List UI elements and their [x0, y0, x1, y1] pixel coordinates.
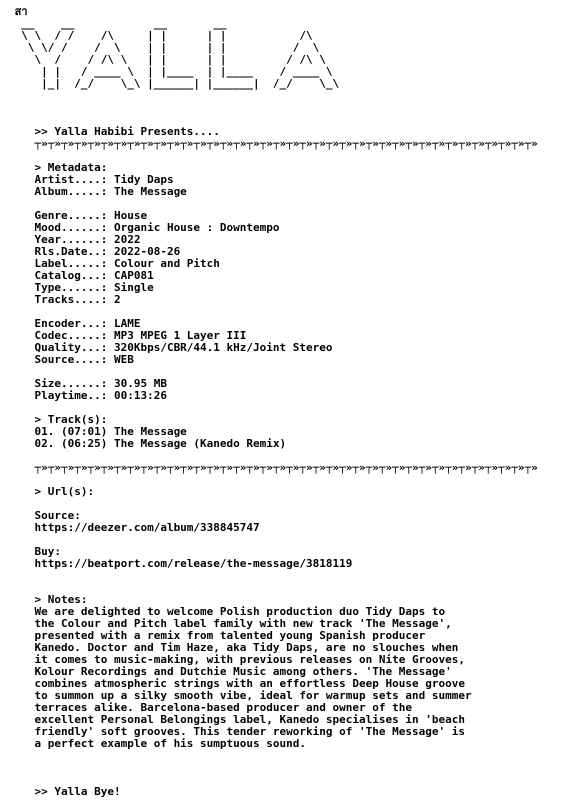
nfo-line: Codec.....: MP3 MPEG 1 Layer III	[8, 329, 247, 342]
nfo-line: |_| /_/ \_\ |______| |______| /_/ \_\	[8, 77, 340, 90]
nfo-line: Source:	[8, 509, 81, 522]
nfo-line: presented with a remix from talented young Spanish producer	[8, 629, 426, 642]
nfo-line: Playtime..: 00:13:26	[8, 389, 167, 402]
nfo-line	[8, 498, 538, 510]
nfo-line: combines atmospheric strings with an effortless Deep House groove	[8, 677, 465, 690]
nfo-line: Mood......: Organic House : Downtempo	[8, 221, 280, 234]
nfo-line: Artist....: Tidy Daps	[8, 173, 174, 186]
nfo-line: Year......: 2022	[8, 233, 141, 246]
nfo-line: Quality...: 320Kbps/CBR/44.1 kHz/Joint Stereo	[8, 341, 333, 354]
nfo-line: \ \/ / / \ | | | | / \	[8, 41, 320, 54]
nfo-line	[8, 582, 538, 594]
nfo-line: สา	[8, 5, 28, 18]
nfo-line: Label.....: Colour and Pitch	[8, 257, 220, 270]
nfo-line: a perfect example of his sumptuous sound.	[8, 737, 307, 750]
nfo-line: Buy:	[8, 545, 61, 558]
nfo-line: Album.....: The Message	[8, 185, 187, 198]
nfo-line: > Track(s):	[8, 413, 108, 426]
nfo-line: Catalog...: CAP081	[8, 269, 154, 282]
nfo-line	[8, 762, 538, 774]
nfo-line: Kanedo. Doctor and Tim Haze, aka Tidy Daps, are no slouches when	[8, 641, 459, 654]
nfo-line: Rls.Date..: 2022-08-26	[8, 245, 181, 258]
nfo-document	[8, 6, 538, 798]
nfo-line: \ \ / / /\ | | | | /\	[8, 29, 313, 42]
nfo-line: We are delighted to welcome Polish production duo Tidy Daps to	[8, 605, 446, 618]
nfo-line: excellent Personal Belongings label, Kanedo specialises in 'beach	[8, 713, 465, 726]
nfo-line: 01. (07:01) The Message	[8, 425, 187, 438]
nfo-line	[8, 90, 538, 102]
nfo-line: 02. (06:25) The Message (Kanedo Remix)	[8, 437, 287, 450]
nfo-line: Size......: 30.95 MB	[8, 377, 167, 390]
nfo-line: Source....: WEB	[8, 353, 134, 366]
nfo-line: to summon up a silky smooth vibe, ideal for warmup sets and summer	[8, 689, 472, 702]
nfo-line	[8, 534, 538, 546]
nfo-line: >> Yalla Bye!	[8, 785, 121, 798]
nfo-line: | | / ____ \ | |____ | |____ / ____ \	[8, 65, 333, 78]
nfo-line: it comes to music-making, with previous releases on Nite Grooves,	[8, 653, 465, 666]
nfo-line: Tracks....: 2	[8, 293, 121, 306]
nfo-line: terraces alike. Barcelona-based producer and owner of the	[8, 701, 412, 714]
nfo-line	[8, 750, 538, 762]
nfo-line: \ / / /\ \ | | | | / /\ \	[8, 53, 326, 66]
nfo-line	[8, 102, 538, 114]
nfo-line: ┬»┬»┬»┬»┬»┬»┬»┬»┬»┬»┬»┬»┬»┬»┬»┬»┬»┬»┬»┬»┬»┬»┬»┬»┬»┬»┬»┬»┬»┬»┬»┬»┬»┬»┬»┬»┬»┬»	[8, 137, 538, 150]
nfo-line	[8, 570, 538, 582]
nfo-line: Genre.....: House	[8, 209, 148, 222]
nfo-line: friendly' soft grooves. This tender reworking of 'The Message' is	[8, 725, 465, 738]
nfo-line: Type......: Single	[8, 281, 154, 294]
nfo-line: https://deezer.com/album/338845747	[8, 521, 260, 534]
nfo-line: >> Yalla Habibi Presents....	[8, 125, 220, 138]
nfo-line: > Url(s):	[8, 485, 95, 498]
nfo-line: __ __ __ __	[8, 17, 227, 30]
nfo-line: Kolour Recordings and Dutchie Music among others. 'The Message'	[8, 665, 452, 678]
nfo-line: ┬»┬»┬»┬»┬»┬»┬»┬»┬»┬»┬»┬»┬»┬»┬»┬»┬»┬»┬»┬»┬»┬»┬»┬»┬»┬»┬»┬»┬»┬»┬»┬»┬»┬»┬»┬»┬»┬»	[8, 461, 538, 474]
nfo-line: > Metadata:	[8, 161, 108, 174]
nfo-line: the Colour and Pitch label family with new track 'The Message',	[8, 617, 452, 630]
nfo-line: https://beatport.com/release/the-message/3818119	[8, 557, 353, 570]
nfo-line: > Notes:	[8, 593, 88, 606]
nfo-line: Encoder...: LAME	[8, 317, 141, 330]
